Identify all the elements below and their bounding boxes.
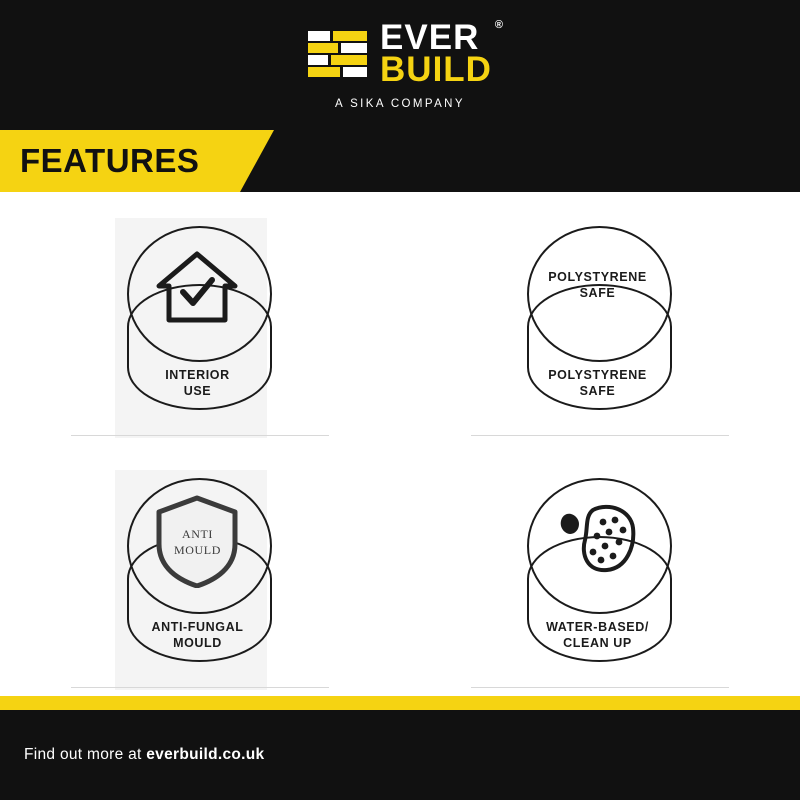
features-banner — [0, 130, 240, 192]
brick-logo-icon — [308, 31, 370, 77]
house-with-checkmark-icon — [149, 240, 245, 336]
sponge-with-droplet-icon — [549, 492, 645, 588]
footer-website-link[interactable]: everbuild.co.uk — [146, 746, 265, 763]
feature-cell-interior-use — [0, 192, 400, 444]
footer — [0, 710, 800, 800]
cell-divider — [71, 687, 329, 688]
cell-divider — [71, 435, 329, 436]
registered-trademark-icon: ® — [494, 19, 504, 31]
cell-divider — [471, 435, 729, 436]
features-grid — [0, 192, 800, 696]
footer-accent-strip — [0, 696, 800, 710]
badge-label: ANTI-FUNGAL MOULD — [151, 620, 244, 650]
badge-label: POLYSTYRENE SAFE — [548, 368, 647, 398]
feature-cell-anti-fungal-mould — [0, 444, 400, 696]
badge-water-based-clean-up — [515, 470, 685, 670]
footer-call-to-action — [24, 746, 264, 764]
feature-cell-polystyrene-safe — [400, 192, 800, 444]
banner-tail-shape — [240, 130, 274, 192]
shield-label: ANTI MOULD — [174, 527, 221, 558]
cell-divider — [471, 687, 729, 688]
logo-ever-text: EVER — [380, 18, 480, 57]
everbuild-logo — [308, 18, 504, 90]
badge-label: WATER-BASED/ CLEAN UP — [546, 620, 649, 650]
badge-label: INTERIOR USE — [165, 368, 230, 398]
header — [0, 0, 800, 122]
features-content — [0, 192, 800, 696]
badge-interior-use — [115, 218, 285, 418]
badge-anti-fungal-mould — [115, 470, 285, 670]
logo-build-text: BUILD — [380, 50, 492, 90]
company-tagline: A SIKA COMPANY — [335, 98, 465, 111]
polystyrene-safe-icon: POLYSTYRENE SAFE — [548, 270, 647, 300]
page-title: FEATURES — [20, 142, 200, 179]
footer-prefix: Find out more at — [24, 746, 147, 763]
badge-polystyrene-safe — [515, 218, 685, 418]
feature-cell-water-based-clean-up — [400, 444, 800, 696]
